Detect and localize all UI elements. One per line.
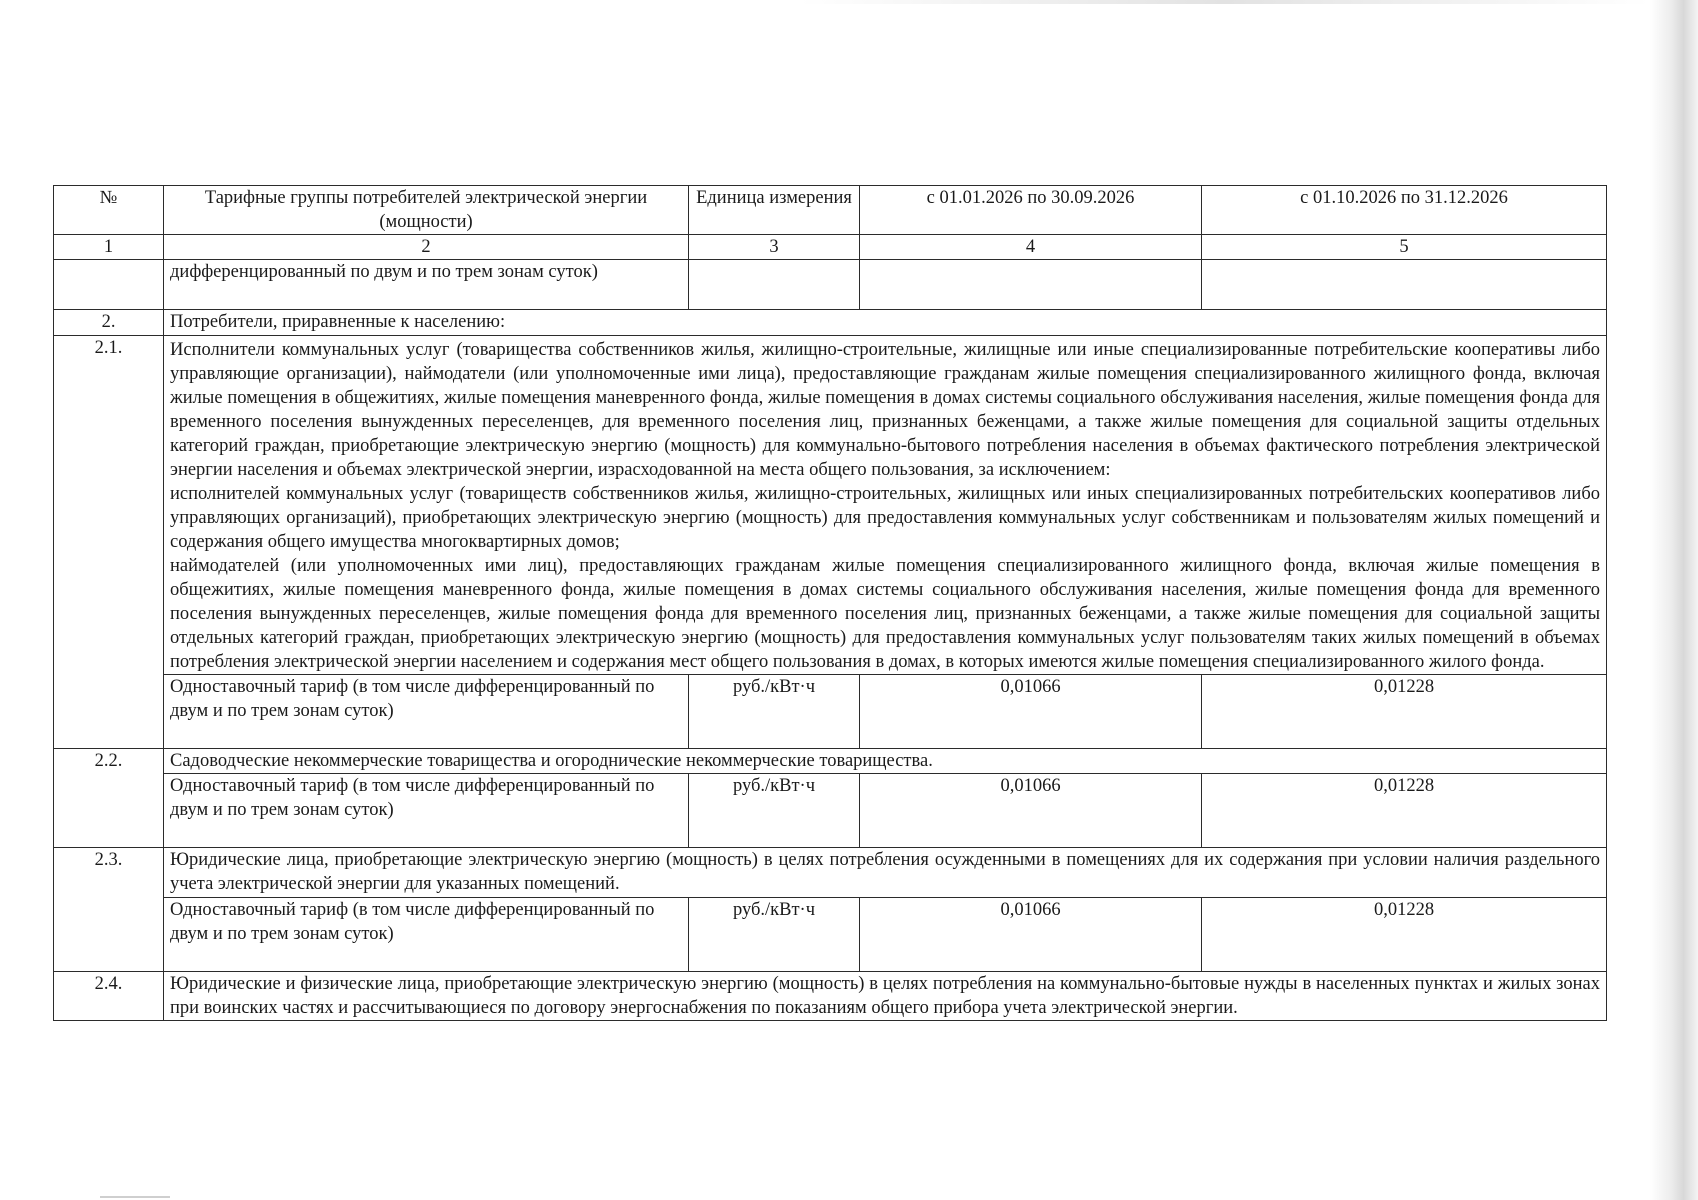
tariff-value-period-2: 0,01228 — [1202, 898, 1607, 972]
section-2-1-tariff-row — [54, 675, 1607, 749]
section-2-1-paragraph-1: Исполнители коммунальных услуг (товарищества собственников жилья, жилищно-строительные, жилищные или иные специализированные потребительские кооперативы либо управляющие организации), наймодатели (или уполномоченные ими лица), предоставляющие гражданам жилые помещения специализированного жилищного фонда, включая жилые помещения в общежитиях, жилые помещения маневренного фонда, жилые помещения в домах системы социального обслуживания населения, жилые помещения фонда для временного поселения вынужденных переселенцев, для временного поселения лиц, признанных беженцами, а также жилые помещения для социальной защиты отдельных категорий граждан, приобретающие электрическую энергию (мощность) для коммунально-бытового потребления населения в объемах фактического потребления электрической энергии населения и объемах электрической энергии, израсходованной на места общего пользования, за исключением: — [170, 340, 1600, 480]
header-groups: Тарифные группы потребителей электрической энергии (мощности) — [164, 186, 689, 235]
tariff-value-period-2: 0,01228 — [1202, 675, 1607, 749]
section-2-1-row — [54, 336, 1607, 675]
col-number-3: 3 — [689, 235, 860, 260]
tariff-value-period-1: 0,01066 — [860, 774, 1202, 848]
header-period-1: с 01.01.2026 по 30.09.2026 — [860, 186, 1202, 235]
tariff-value-period-2: 0,01228 — [1202, 774, 1607, 848]
tariff-table — [53, 185, 1607, 1021]
tariff-unit: руб./кВт·ч — [689, 898, 860, 972]
section-title: Потребители, приравненные к населению: — [164, 310, 1607, 336]
section-2-4-row — [54, 972, 1607, 1021]
col-number-1: 1 — [54, 235, 164, 260]
column-numbers-row — [54, 235, 1607, 260]
section-2-2-row — [54, 749, 1607, 774]
scan-page-edge — [1650, 0, 1698, 1200]
section-2-4-text: Юридические и физические лица, приобретающие электрическую энергию (мощность) в целях потребления на коммунально-бытовые нужды в населенных пунктах и жилых зонах при воинских частях и рассчитывающиеся по договору энергоснабжения по показаниям общего прибора учета электрической энергии. — [164, 972, 1607, 1021]
tariff-label: Одноставочный тариф (в том числе дифференцированный по двум и по трем зонам суток) — [164, 898, 689, 972]
section-row — [54, 310, 1607, 336]
col-number-2: 2 — [164, 235, 689, 260]
section-2-1-paragraph-3: наймодателей (или уполномоченных ими лиц), предоставляющих гражданам жилые помещения специализированного жилищного фонда, включая жилые помещения в общежитиях, жилые помещения маневренного фонда, жилые помещения в домах системы социального обслуживания населения, жилые помещения фонда для временного поселения вынужденных переселенцев, жилые помещения фонда для временного поселения лиц, признанных беженцами, а также жилые помещения для социальной защиты отдельных категорий граждан, приобретающих электрическую энергию (мощность) для предоставления коммунальных услуг пользователям таких жилых помещений в объемах потребления электрической энергии населением и содержания мест общего пользования в домах, в которых имеются жилые помещения специализированного жилого фонда. — [170, 556, 1600, 672]
tariff-label: Одноставочный тариф (в том числе дифференцированный по двум и по трем зонам суток) — [164, 774, 689, 848]
section-2-2-tariff-row — [54, 774, 1607, 848]
section-2-2-number: 2.2. — [54, 749, 164, 848]
section-2-1-number: 2.1. — [54, 336, 164, 749]
section-2-3-text: Юридические лица, приобретающие электрическую энергию (мощность) в целях потребления осужденными в помещениях для их содержания при условии наличия раздельного учета электрической энергии для указанных помещений. — [164, 848, 1607, 898]
section-2-1-paragraph-2: исполнителей коммунальных услуг (товариществ собственников жилья, жилищно-строительных, жилищных или иных специализированных потребительских кооперативов либо управляющих организаций), приобретающих электрическую энергию (мощность) для предоставления коммунальных услуг собственникам и пользователям жилых помещений и содержания общего имущества многоквартирных домов; — [170, 484, 1600, 552]
section-2-3-number: 2.3. — [54, 848, 164, 972]
section-2-4-number: 2.4. — [54, 972, 164, 1021]
col-number-4: 4 — [860, 235, 1202, 260]
header-unit: Единица измерения — [689, 186, 860, 235]
scan-mark — [100, 1196, 170, 1198]
header-period-2: с 01.10.2026 по 31.12.2026 — [1202, 186, 1607, 235]
section-2-1-text — [164, 336, 1607, 675]
tariff-unit: руб./кВт·ч — [689, 774, 860, 848]
tariff-label: Одноставочный тариф (в том числе дифференцированный по двум и по трем зонам суток) — [164, 675, 689, 749]
section-2-3-row — [54, 848, 1607, 898]
header-row — [54, 186, 1607, 235]
section-number: 2. — [54, 310, 164, 336]
header-number: № — [54, 186, 164, 235]
continuation-row — [54, 260, 1607, 310]
continuation-text: дифференцированный по двум и по трем зонам суток) — [164, 260, 689, 310]
tariff-value-period-1: 0,01066 — [860, 898, 1202, 972]
scan-top-edge — [800, 0, 1650, 4]
tariff-value-period-1: 0,01066 — [860, 675, 1202, 749]
tariff-unit: руб./кВт·ч — [689, 675, 860, 749]
section-2-2-text: Садоводческие некоммерческие товарищества и огороднические некоммерческие товарищества. — [164, 749, 1607, 774]
col-number-5: 5 — [1202, 235, 1607, 260]
section-2-3-tariff-row — [54, 898, 1607, 972]
